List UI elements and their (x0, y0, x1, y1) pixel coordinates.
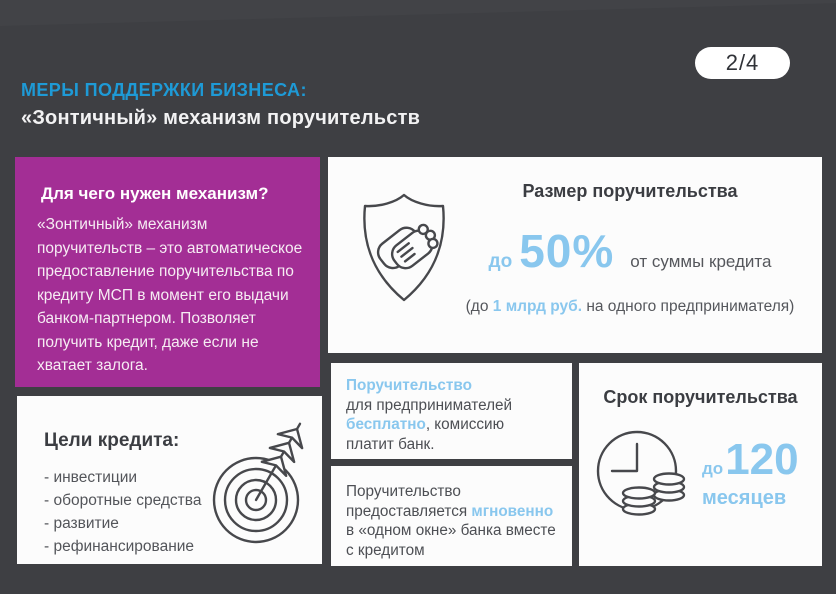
page-subtitle: «Зонтичный» механизм поручительств (21, 107, 421, 129)
goals-list-item: - рефинансирование (44, 538, 195, 555)
size-suffix: от суммы кредита (630, 252, 772, 271)
size-prefix: до (488, 251, 513, 272)
clock-coins-icon (595, 427, 699, 527)
mechanism-card-body: «Зонтичный» механизм поручительств – это автоматическое предоставление поручительства по кредиту МСП в момент его выдачи банком-партнером. Позволяет получить кредит, даже если не хватает залога. (37, 216, 303, 374)
shield-handshake-icon (356, 191, 452, 305)
card-guarantee-instant (331, 466, 572, 566)
card-guarantee-free (331, 363, 572, 459)
target-arrow-icon (210, 404, 310, 546)
term-prefix: до (702, 459, 724, 478)
goals-card-title: Цели кредита: (44, 430, 180, 451)
term-value-row (702, 435, 799, 485)
size-note-pre: (до (465, 298, 493, 315)
card-credit-goals (17, 396, 322, 564)
page-title: МЕРЫ ПОДДЕРЖКИ БИЗНЕСА: (21, 80, 307, 100)
instant-card-line-2: предоставляется (346, 502, 472, 520)
size-note (446, 298, 814, 316)
size-card-title: Размер поручительства (522, 181, 738, 201)
goals-list-item: - оборотные средства (44, 492, 202, 509)
free-card-line-3: , комиссию (425, 416, 505, 433)
card-mechanism-purpose (15, 157, 320, 387)
term-number-block (702, 435, 799, 510)
free-card-accent-2: бесплатно (346, 416, 426, 433)
goals-list-item: - развитие (44, 515, 119, 532)
free-card-accent-1: Поручительство (346, 377, 472, 394)
free-card-line-2: для предпринимателей (346, 396, 513, 414)
mechanism-card-title: Для чего нужен механизм? (41, 184, 269, 203)
instant-card-line-1: Поручительство (346, 483, 461, 500)
size-value: 50% (519, 225, 615, 277)
size-note-post: на одного предпринимателя) (582, 298, 795, 315)
top-accent-stripe (0, 0, 836, 26)
goals-list-item: - инвестиции (44, 469, 138, 486)
instant-card-accent: мгновенно (471, 502, 554, 520)
term-unit: месяцев (702, 487, 787, 509)
size-value-row (446, 224, 814, 278)
instant-card-line-3: в «одном окне» банка вместе (346, 522, 556, 539)
card-guarantee-size (328, 157, 822, 353)
size-note-accent: 1 млрд руб. (492, 298, 583, 315)
free-card-line-4: платит банк. (346, 435, 435, 453)
size-card-content (446, 181, 814, 316)
header (21, 80, 420, 130)
instant-card-line-4: с кредитом (346, 541, 425, 559)
page-number: 2/4 (725, 50, 760, 75)
term-value: 120 (725, 435, 799, 484)
page-number-badge (695, 47, 790, 79)
term-card-title: Срок поручительства (603, 387, 798, 407)
card-guarantee-term (579, 363, 822, 566)
